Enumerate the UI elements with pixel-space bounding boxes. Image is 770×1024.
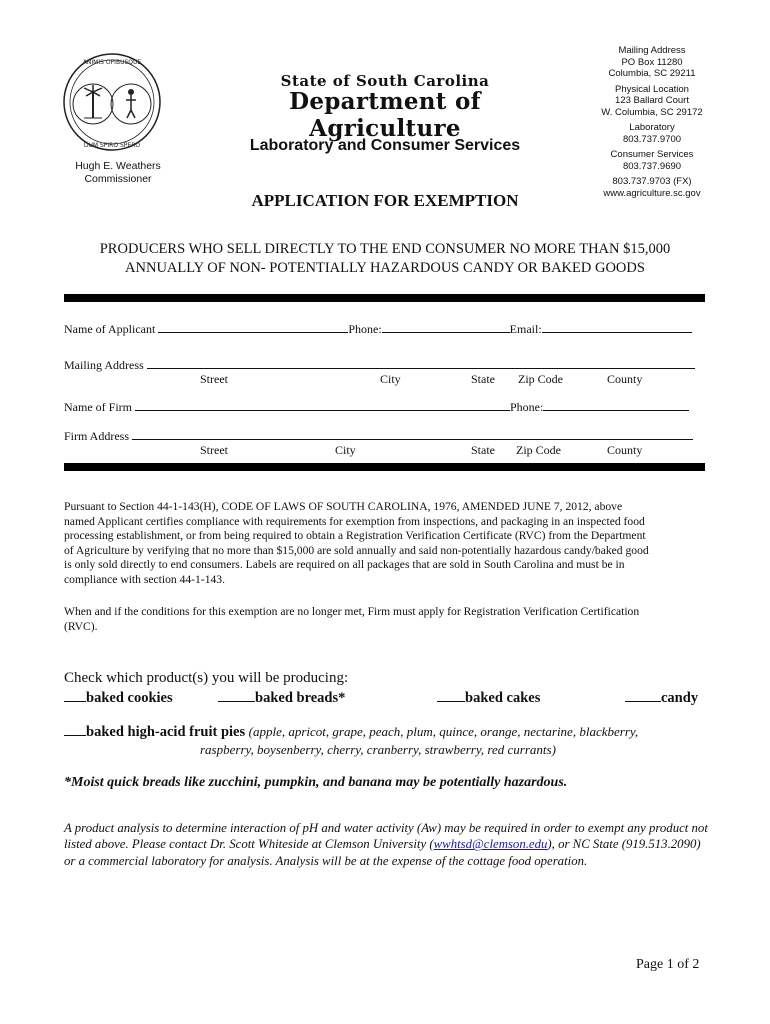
fax-number: 803.737.9703 (FX) xyxy=(612,176,692,187)
email-label: Email: xyxy=(509,322,542,336)
product-cookies xyxy=(64,689,173,707)
page-number: Page 1 of 2 xyxy=(636,957,700,972)
analysis-paragraph xyxy=(64,820,714,869)
applicant-phone-field[interactable] xyxy=(382,321,510,333)
mailing-line2: Columbia, SC 29211 xyxy=(608,68,696,79)
product-cakes xyxy=(437,689,540,707)
firm-city-label: City xyxy=(335,443,356,457)
firm-phone-label: Phone: xyxy=(510,400,544,414)
cakes-checkbox-blank[interactable] xyxy=(437,689,465,702)
fruit-list-line1: (apple, apricot, grape, peach, plum, quince, orange, nectarine, blackberry, xyxy=(248,724,639,739)
candy-checkbox-blank[interactable] xyxy=(625,689,661,702)
pursuant-line: processing establishment, or from being required to obtain a Registration Verification Certificate (RVC) from the Department xyxy=(64,529,646,543)
firm-name-label: Name of Firm xyxy=(64,400,132,414)
subtitle xyxy=(40,240,730,278)
physical-line2: W. Columbia, SC 29172 xyxy=(601,106,703,118)
subtitle-line2: ANNUALLY OF NON- POTENTIALLY HAZARDOUS CANDY OR BAKED GOODS xyxy=(125,260,645,276)
division-title: Laboratory and Consumer Services xyxy=(249,137,521,154)
conditions-line: (RVC). xyxy=(64,619,98,633)
physical-label: Physical Location xyxy=(615,83,689,95)
subtitle-line1: PRODUCERS WHO SELL DIRECTLY TO THE END CONSUMER NO MORE THAN $15,000 xyxy=(99,241,671,257)
applicant-label: Name of Applicant xyxy=(64,322,156,336)
bottom-divider-bar xyxy=(64,463,705,471)
svg-text:ANIMIS OPIBUSQUE: ANIMIS OPIBUSQUE xyxy=(82,59,142,66)
warning-period: . xyxy=(563,775,568,790)
mailing-label: Mailing Address xyxy=(618,45,686,56)
phone-label: Phone: xyxy=(348,322,382,336)
firm-street-label: Street xyxy=(200,443,228,457)
lab-phone: 803.737.9700 xyxy=(622,133,682,145)
pursuant-line: of Agriculture by verifying that no more than $15,000 are sold annually and said non-potentially hazardous candy/baked good xyxy=(64,543,649,557)
hazard-warning xyxy=(64,775,567,791)
firm-name-field[interactable] xyxy=(135,399,510,411)
product-fruit-pies xyxy=(64,723,714,759)
pursuant-line: named Applicant certifies compliance with requirements for exemption from inspections, and packaging in an inspected food xyxy=(64,514,645,528)
sc-state-seal-logo xyxy=(62,52,162,152)
firm-state-label: State xyxy=(471,443,495,457)
breads-label: baked breads* xyxy=(255,690,346,706)
lab-label: Laboratory xyxy=(629,122,675,133)
pursuant-line: Pursuant to Section 44-1-143(H), CODE OF LAWS OF SOUTH CAROLINA, 1976, AMENDED JUNE 7, 2012, above xyxy=(64,500,623,513)
mailing-county-label: County xyxy=(607,372,643,386)
firm-row xyxy=(64,399,689,415)
contact-block xyxy=(590,45,714,203)
mailing-city-label: City xyxy=(380,372,401,386)
cookies-checkbox-blank[interactable] xyxy=(64,689,86,702)
products-heading: Check which product(s) you will be producing: xyxy=(64,670,349,686)
applicant-email-field[interactable] xyxy=(542,321,692,333)
firm-phone-field[interactable] xyxy=(543,399,689,411)
consumer-services-phone: 803.737.9690 xyxy=(622,160,682,172)
fruit-pies-label: baked high-acid fruit pies xyxy=(86,724,246,740)
product-breads xyxy=(218,689,345,707)
website-link[interactable]: www.agriculture.sc.gov xyxy=(603,187,701,199)
conditions-paragraph xyxy=(64,605,705,634)
analysis-text-2: ), or NC State (919.513.2090) or a commercial laboratory for analysis. Analysis will be at the expense of the cottage food operation. xyxy=(64,837,701,868)
svg-text:DUM SPIRO SPERO: DUM SPIRO SPERO xyxy=(83,142,141,149)
mailing-address-field[interactable] xyxy=(147,357,695,369)
product-candy xyxy=(625,689,698,707)
firm-county-label: County xyxy=(607,443,643,457)
applicant-name-field[interactable] xyxy=(158,321,348,333)
mailing-row xyxy=(64,357,695,373)
fruit-list-line2: raspberry, boysenberry, cherry, cranberry, strawberry, red currants) xyxy=(200,742,556,757)
breads-checkbox-blank[interactable] xyxy=(218,689,255,702)
mailing-line1: PO Box 11280 xyxy=(621,56,683,68)
pursuant-line: is only sold directly to end consumers. Labels are required on all packages that are sold in South Carolina and must be in xyxy=(64,558,625,572)
commissioner-name: Hugh E. Weathers xyxy=(75,160,161,172)
fruit-pies-checkbox-blank[interactable] xyxy=(64,723,86,736)
commissioner-title: Commissioner xyxy=(84,173,152,185)
firm-address-row xyxy=(64,428,693,444)
mailing-street-label: Street xyxy=(200,372,228,386)
cakes-label: baked cakes xyxy=(465,690,541,706)
physical-line1: 123 Ballard Court xyxy=(615,95,689,106)
form-title: APPLICATION FOR EXEMPTION xyxy=(251,191,519,210)
firm-address-label: Firm Address xyxy=(64,429,130,443)
cookies-label: baked cookies xyxy=(86,690,173,706)
applicant-row xyxy=(64,321,705,337)
pursuant-paragraph xyxy=(64,500,705,588)
consumer-services-label: Consumer Services xyxy=(610,149,694,160)
warning-text: *Moist quick breads like zucchini, pumpkin, and banana may be potentially hazardous xyxy=(64,775,564,790)
mailing-address-label: Mailing Address xyxy=(64,358,144,372)
department-title: Department of Agriculture xyxy=(289,88,481,142)
state-title: State of South Carolina xyxy=(280,72,490,90)
candy-label: candy xyxy=(661,690,699,706)
conditions-line: When and if the conditions for this exemption are no longer met, Firm must apply for Registration Verification Certification xyxy=(64,605,640,618)
analysis-text-1: A product analysis to determine interaction of pH and water activity (Aw) may be required in order to exempt any product not listed above. Please contact Dr. Scott Whiteside at Clemson University ( xyxy=(64,821,708,852)
firm-zip-label: Zip Code xyxy=(516,443,561,457)
commissioner-block xyxy=(58,160,178,186)
firm-address-field[interactable] xyxy=(132,428,693,440)
mailing-zip-label: Zip Code xyxy=(518,372,563,386)
mailing-state-label: State xyxy=(471,372,495,386)
pursuant-line: compliance with section 44-1-143. xyxy=(64,572,225,586)
top-divider-bar xyxy=(64,294,705,302)
clemson-email-link[interactable]: wwhtsd@clemson.edu xyxy=(433,837,548,852)
